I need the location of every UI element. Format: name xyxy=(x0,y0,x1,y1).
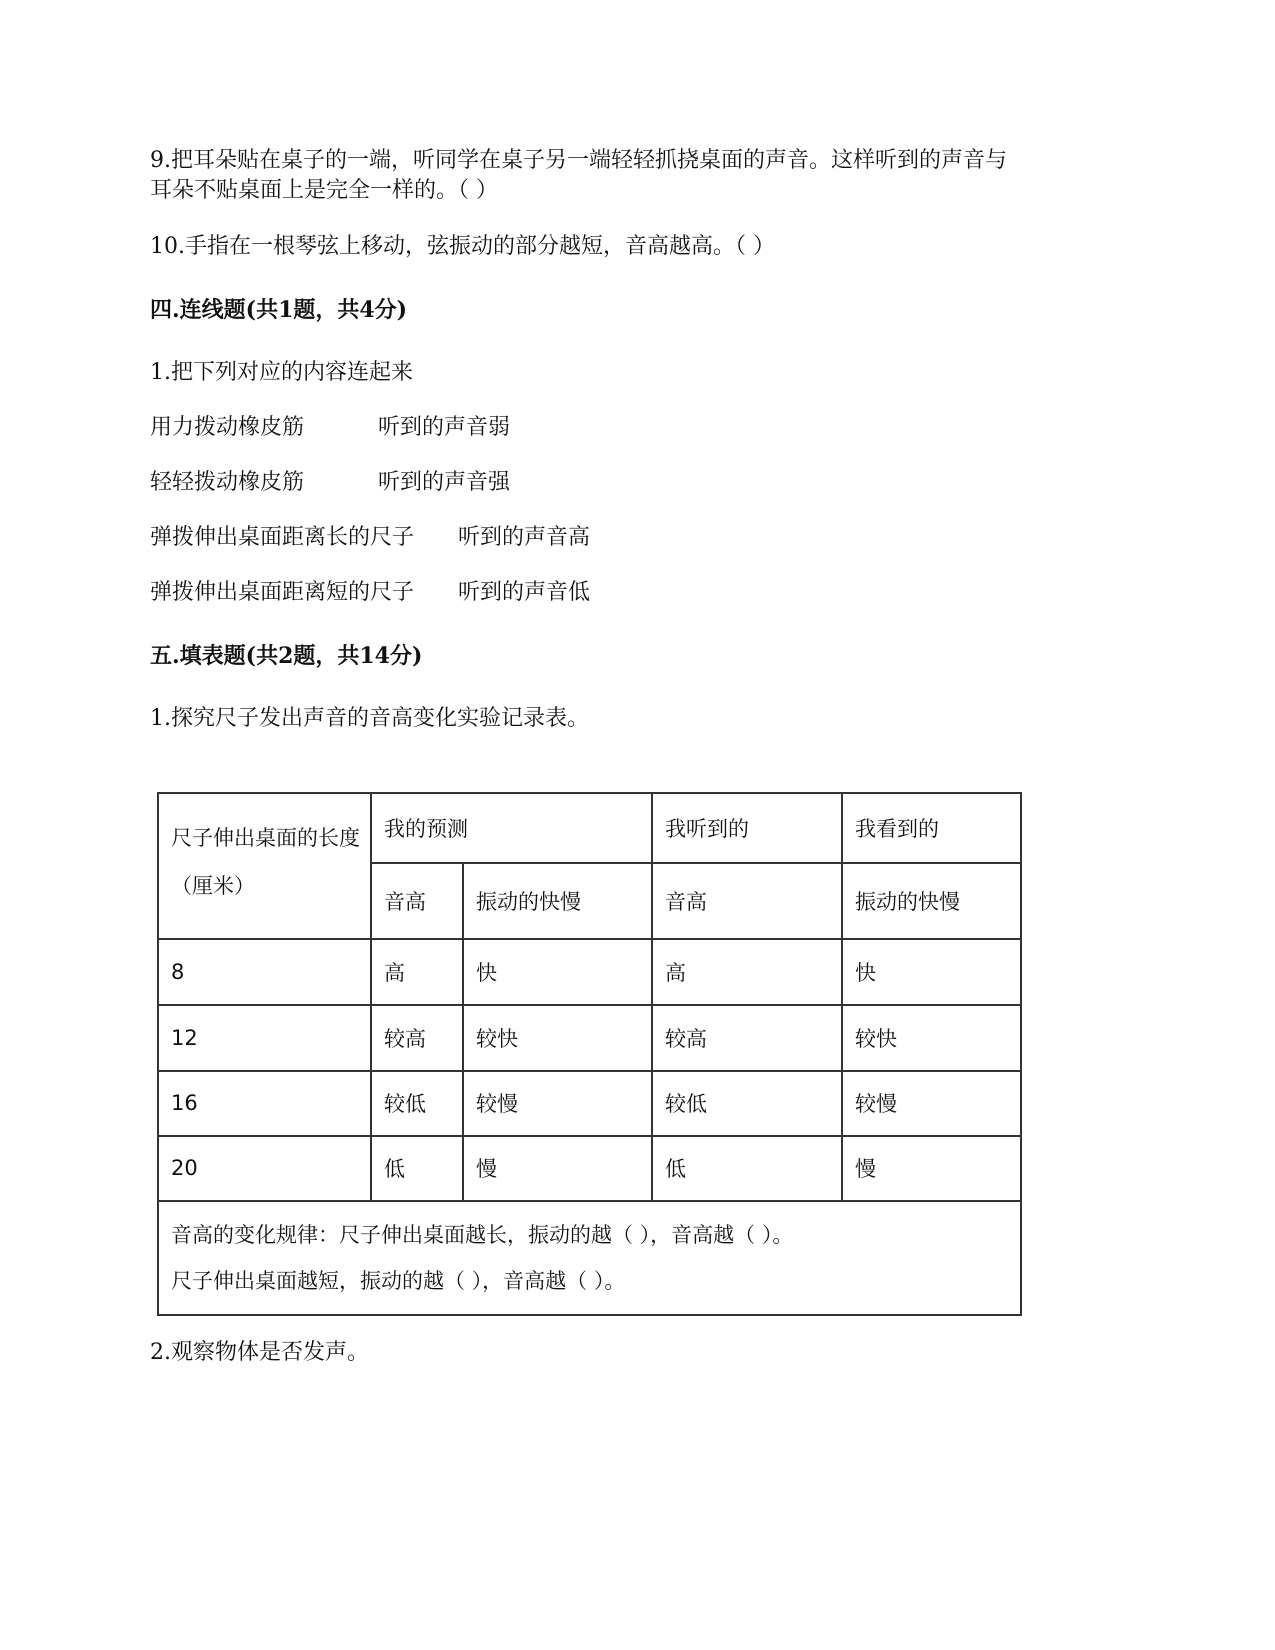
matching-left-1: 用力拨动橡皮筋 xyxy=(150,415,305,440)
table-cell: 快 xyxy=(463,939,652,1005)
question-9-line2: 耳朵不贴桌面上是完全一样的。（ ） xyxy=(150,178,498,203)
table-row xyxy=(158,1136,1021,1201)
matching-right-2: 听到的声音强 xyxy=(378,470,511,495)
table-row xyxy=(158,1071,1021,1136)
table-cell: 较慢 xyxy=(842,1071,1021,1136)
table-summary-row xyxy=(158,1201,1021,1315)
experiment-table-container xyxy=(157,792,1020,1316)
header-what-i-saw: 我看到的 xyxy=(842,793,1021,863)
table-cell: 低 xyxy=(652,1136,842,1201)
question-10: 10.手指在一根琴弦上移动，弦振动的部分越短，音高越高。（ ） xyxy=(150,234,775,259)
row-length-cell: 12 xyxy=(158,1005,371,1070)
table-cell: 较慢 xyxy=(463,1071,652,1136)
matching-left-4: 弹拨伸出桌面距离短的尺子 xyxy=(150,580,415,605)
matching-left-2: 轻轻拨动橡皮筋 xyxy=(150,470,305,495)
row-length-cell: 20 xyxy=(158,1136,371,1201)
table-cell: 较快 xyxy=(842,1005,1021,1070)
matching-question: 1.把下列对应的内容连起来 xyxy=(150,360,413,385)
table-cell: 较低 xyxy=(371,1071,463,1136)
header-what-i-heard: 我听到的 xyxy=(652,793,842,863)
question-9-line1: 9.把耳朵贴在桌子的一端，听同学在桌子另一端轻轻抓挠桌面的声音。这样听到的声音与 xyxy=(150,148,1007,173)
table-cell: 较低 xyxy=(652,1071,842,1136)
subheader-speed-seen: 振动的快慢 xyxy=(842,863,1021,939)
subheader-pitch-predict: 音高 xyxy=(371,863,463,939)
corner-header-cell: 尺子伸出桌面的长度（厘米） xyxy=(158,793,371,939)
row-length-cell: 16 xyxy=(158,1071,371,1136)
section-4-heading: 四.连线题(共1题，共4分) xyxy=(150,297,408,323)
subheader-speed-predict: 振动的快慢 xyxy=(463,863,652,939)
matching-left-3: 弹拨伸出桌面距离长的尺子 xyxy=(150,525,415,550)
section-5-heading: 五.填表题(共2题，共14分) xyxy=(150,643,423,669)
table-cell: 慢 xyxy=(463,1136,652,1201)
table-header-row-1 xyxy=(158,793,1021,863)
table-cell: 较高 xyxy=(652,1005,842,1070)
matching-right-1: 听到的声音弱 xyxy=(378,415,511,440)
table-question-2: 2.观察物体是否发声。 xyxy=(150,1340,369,1365)
summary-cell xyxy=(158,1201,1021,1315)
summary-line-1: 音高的变化规律：尺子伸出桌面越长，振动的越（ ），音高越（ ）。 xyxy=(171,1223,794,1248)
row-length-cell: 8 xyxy=(158,939,371,1005)
table-question-1: 1.探究尺子发出声音的音高变化实验记录表。 xyxy=(150,706,589,731)
matching-right-3: 听到的声音高 xyxy=(458,525,591,550)
header-my-prediction: 我的预测 xyxy=(371,793,652,863)
table-cell: 慢 xyxy=(842,1136,1021,1201)
table-cell: 高 xyxy=(652,939,842,1005)
table-cell: 高 xyxy=(371,939,463,1005)
table-cell: 低 xyxy=(371,1136,463,1201)
summary-line-2: 尺子伸出桌面越短，振动的越（ ），音高越（ ）。 xyxy=(171,1269,626,1294)
subheader-pitch-heard: 音高 xyxy=(652,863,842,939)
matching-right-4: 听到的声音低 xyxy=(458,580,591,605)
table-cell: 快 xyxy=(842,939,1021,1005)
table-row xyxy=(158,939,1021,1005)
table-cell: 较高 xyxy=(371,1005,463,1070)
table-row xyxy=(158,1005,1021,1070)
experiment-record-table xyxy=(157,792,1022,1316)
table-cell: 较快 xyxy=(463,1005,652,1070)
